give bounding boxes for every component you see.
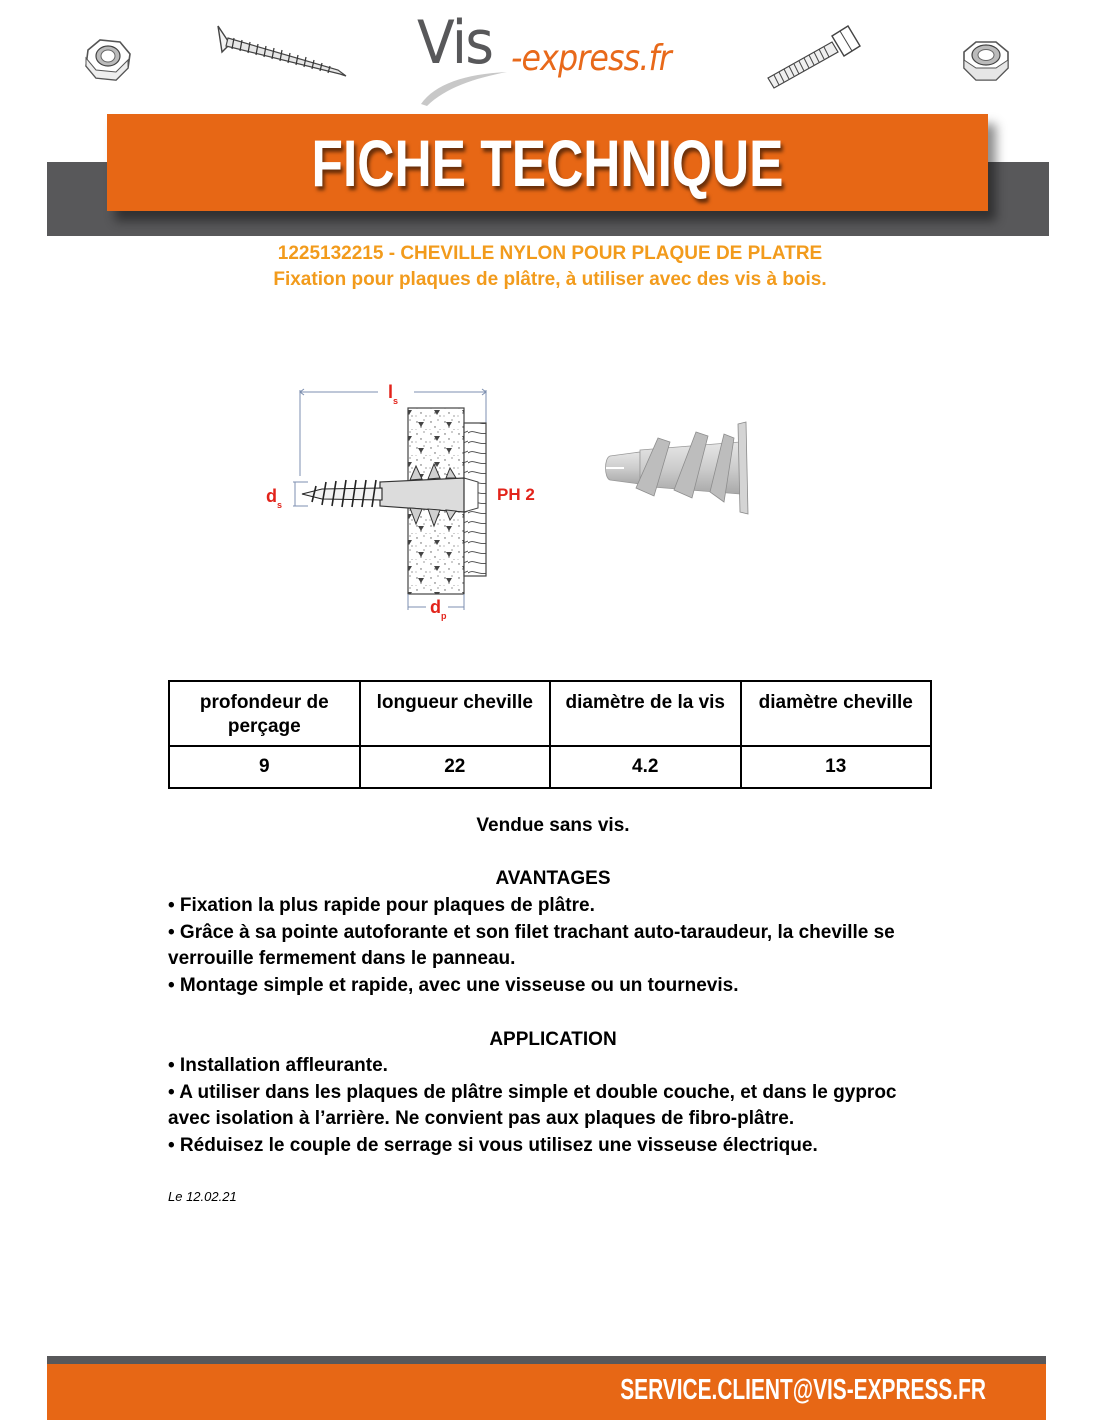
value-screw-diameter: 4.2 (550, 746, 740, 788)
list-item: • Fixation la plus rapide pour plaques de plâtre. (168, 895, 595, 916)
label-ds: $d_s$ (266, 486, 283, 510)
list-item: • Montage simple et rapide, avec une visseuse ou un tournevis. (168, 974, 739, 996)
logo-brand-suffix: -express.fr (511, 38, 671, 79)
spec-table (168, 680, 932, 789)
application-list (168, 1053, 938, 1159)
anchor-body (380, 478, 464, 512)
value-drilling-depth: 9 (169, 746, 360, 788)
footer (47, 1364, 1046, 1420)
machine-screw-icon (762, 22, 867, 92)
logo-swoosh-icon (415, 70, 515, 106)
vis-express-logo (415, 8, 695, 103)
advantages-list (168, 893, 938, 999)
list-item: • Grâce à sa pointe autoforante et son filet trachant auto-taraudeur, la cheville se verrouille fermement dans le panneau. (168, 921, 895, 969)
footer-gray-band (47, 1356, 1046, 1364)
product-subtitle: Fixation pour plaques de plâtre, à utiliser avec des vis à bois. (273, 269, 827, 290)
technical-diagram (260, 378, 550, 623)
hex-nut-icon (82, 36, 136, 86)
list-item: • Installation affleurante. (168, 1055, 388, 1076)
table-row (169, 746, 931, 788)
list-item: • A utiliser dans les plaques de plâtre simple et double couche, et dans le gyproc avec isolation à l’arrière. Ne convient pas aux plaques de fibro-plâtre. (168, 1081, 897, 1129)
application-heading: APPLICATION (489, 1029, 617, 1050)
label-dp: $d_p$ (430, 597, 447, 621)
sold-without-note: Vendue sans vis. (476, 815, 630, 836)
header-drilling-depth: profondeur de perçage (169, 681, 360, 746)
header-anchor-diameter: diamètre cheville (741, 681, 932, 746)
value-anchor-length: 22 (360, 746, 550, 788)
value-anchor-diameter: 13 (741, 746, 932, 788)
header-screw-diameter: diamètre de la vis (550, 681, 740, 746)
advantages-heading: AVANTAGES (495, 868, 611, 889)
header (0, 0, 1100, 240)
document-date: Le 12.02.21 (168, 1189, 237, 1204)
contact-email-link[interactable]: SERVICE.CLIENT@VIS-EXPRESS.FR (620, 1374, 986, 1406)
header-anchor-length: longueur cheville (360, 681, 550, 746)
banner-title: FICHE TECHNIQUE (311, 125, 784, 200)
label-ls: $l_s$ (388, 382, 399, 406)
header-banner (107, 114, 988, 211)
table-header-row (169, 681, 931, 746)
list-item: • Réduisez le couple de serrage si vous utilisez une visseuse électrique. (168, 1134, 818, 1156)
wood-screw-icon (212, 22, 352, 82)
hex-nut-icon (960, 38, 1012, 84)
logo-brand-main: Vis (417, 8, 493, 78)
anchor-product-photo (600, 418, 755, 523)
label-drive-type: PH 2 (497, 485, 535, 504)
product-title: 1225132215 - CHEVILLE NYLON POUR PLAQUE DE PLATRE (277, 243, 823, 264)
